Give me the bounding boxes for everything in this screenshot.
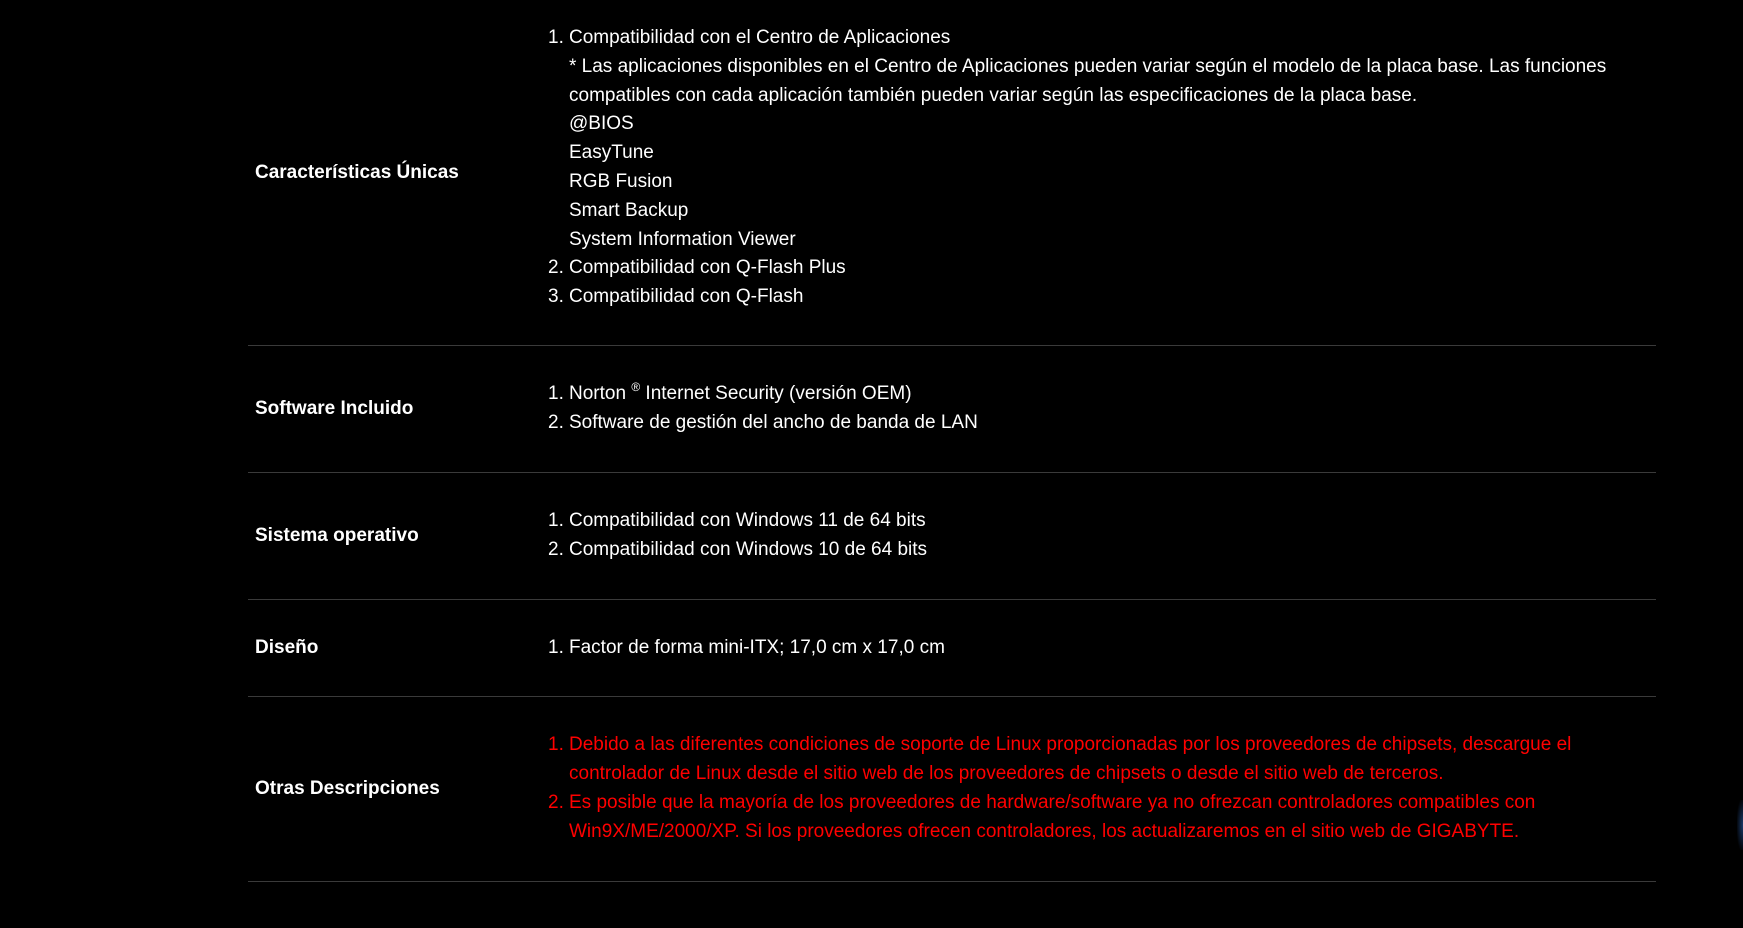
- list-item-text: Es posible que la mayoría de los proveedores de hardware/software ya no ofrezcan controladores compatibles con Win9X/ME/2000/XP. Si los proveedores ofrecen controladores, los actualizaremos en el sitio web de GIGABYTE.: [569, 792, 1536, 842]
- spec-row-remarks: [248, 697, 1656, 882]
- list-number: 2.: [548, 257, 564, 279]
- list-number: 1.: [548, 636, 564, 658]
- spec-value: [548, 507, 1656, 565]
- app-name: EasyTune: [569, 142, 654, 164]
- list-item: [548, 507, 1656, 536]
- app-name: Smart Backup: [569, 199, 689, 221]
- list-item: [548, 536, 1656, 565]
- spec-table: [248, 0, 1656, 882]
- list-item: [548, 731, 1656, 789]
- list-number: 2.: [548, 792, 564, 813]
- spec-list: [548, 380, 1656, 438]
- side-edge-glow: [1737, 800, 1743, 850]
- app-name: @BIOS: [569, 113, 634, 135]
- list-item: [548, 409, 1656, 438]
- list-number: 2.: [548, 539, 564, 560]
- app-name: System Information Viewer: [569, 228, 796, 250]
- spec-label: Otras Descripciones: [255, 778, 440, 799]
- list-item-text-after: Internet Security (versión OEM): [640, 383, 912, 405]
- spec-label: Software Incluido: [255, 398, 414, 419]
- spec-label: Diseño: [255, 637, 319, 658]
- list-number: 1.: [548, 27, 564, 48]
- list-item-text: Compatibilidad con Windows 11 de 64 bits: [569, 510, 926, 532]
- list-item-text: Debido a las diferentes condiciones de soporte de Linux proporcionadas por los proveedores de chipsets, descargue el controlador de Linux desde el sitio web de los proveedores de chipsets o desde el sitio web de terceros.: [569, 734, 1572, 785]
- list-item-text: Compatibilidad con Windows 10 de 64 bits: [569, 539, 928, 560]
- list-item: [548, 24, 1656, 254]
- spec-label: Características Únicas: [255, 161, 459, 183]
- list-item: [548, 634, 1656, 663]
- list-item-text: Software de gestión del ancho de banda de LAN: [569, 412, 978, 433]
- spec-value: [548, 380, 1656, 438]
- list-item-note: * Las aplicaciones disponibles en el Centro de Aplicaciones pueden variar según el modelo de la placa base. Las funciones compatibles con cada aplicación también pueden variar según las especificaciones de la placa base.: [569, 55, 1607, 106]
- list-item: [548, 789, 1656, 847]
- list-item: [548, 380, 1656, 409]
- list-number: 1.: [548, 734, 564, 756]
- list-item: [548, 254, 1656, 283]
- list-number: 2.: [548, 412, 564, 433]
- spec-value: [548, 731, 1656, 846]
- list-number: 1.: [548, 383, 564, 405]
- spec-value: [548, 0, 1656, 344]
- list-number: 3.: [548, 286, 564, 308]
- spec-label: Sistema operativo: [255, 525, 419, 546]
- list-item-text: Compatibilidad con Q-Flash: [569, 286, 804, 308]
- list-item-text: Compatibilidad con el Centro de Aplicaciones: [569, 27, 951, 48]
- registered-mark: ®: [631, 380, 641, 395]
- list-item-text: Factor de forma mini-ITX; 17,0 cm x 17,0 cm: [569, 636, 945, 658]
- spec-row-os: [248, 473, 1656, 600]
- list-item: [548, 283, 1656, 312]
- spec-value: [548, 634, 1656, 663]
- spec-row-form-factor: [248, 600, 1656, 697]
- list-number: 1.: [548, 510, 564, 532]
- spec-list: [548, 24, 1656, 312]
- app-name: RGB Fusion: [569, 170, 673, 192]
- list-item-text: Compatibilidad con Q-Flash Plus: [569, 257, 846, 279]
- spec-row-unique-features: [248, 0, 1656, 346]
- spec-list: [548, 731, 1656, 846]
- spec-list: [548, 507, 1656, 565]
- spec-row-bundled-software: [248, 346, 1656, 473]
- spec-list: [548, 634, 1656, 663]
- list-item-text-before: Norton: [569, 383, 632, 405]
